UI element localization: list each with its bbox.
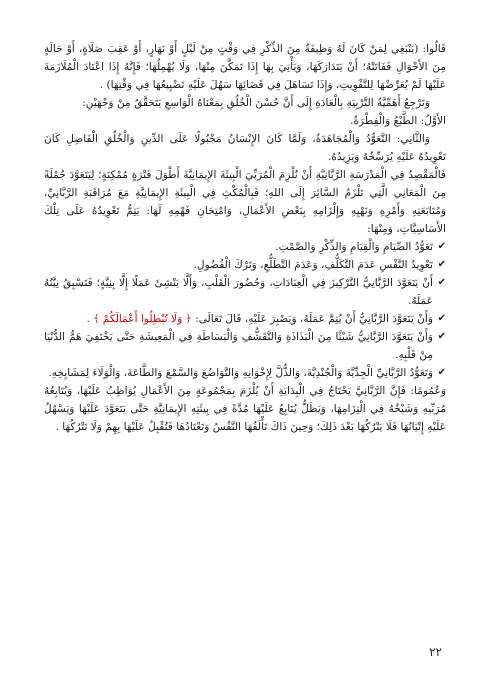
list-item-text: وَأَنْ يَتَعَوَّدَ الرَّبَّانِيُّ شَيْئًا مِنَ الْبَذَاذَةِ وَالتَّقَشُّفِ وَالْبَسَاطَةِ فِي الْمَعِيشَةِ حَتَّى يَخْتَفِيَ هَمُّ الدُّنْيَا مِنْ قَلْبِهِ. xyxy=(44,331,433,361)
checkmark-icon: ✔ xyxy=(437,313,446,324)
list-item-text: وَتَعَوُّدُ الرَّبَّانِيِّ الْجِدِّيَّةَ وَالْجُنْدِيَّةَ، وَالذُّلَّ لِإِخْوَانِهِ وَالتَّوَاضُعَ وَالسَّمْعَ وَالطَّاعَةَ، وَالْوَلَاءَ لِمَشَايِخِهِ. xyxy=(48,367,433,379)
list-item xyxy=(44,328,446,364)
list-item xyxy=(44,274,446,310)
checkmark-icon: ✔ xyxy=(437,331,446,342)
paragraph-second-aspect: وَالثَّانِي: التَّعَوُّدُ وَالْمُجَاهَدَةُ، وَلَمَّا كَانَ الإِنْسَانُ مَجْبُولًا عَلَى الدِّينِ وَالْخُلُقِ الْفَاضِلِ كَانَ تَعْوِيدُهُ عَلَيْهِ يُرَسِّخُهُ وَيَزِيدُهُ. xyxy=(44,133,446,163)
paragraph-importance: وَتَرْجِعُ أَهَمِّيَّةُ التَّرْبِيَةِ بِالْعَادَةِ إِلَى أَنَّ حُسْنَ الْخُلُقِ بِمَعْنَاهُ الْوَاسِعِ يَتَحَقَّقُ مِنْ وَجْهَيْنِ: xyxy=(82,97,430,109)
habits-list xyxy=(44,238,446,382)
paragraph-first-aspect: الأَوَّلُ: الطَّبْعُ وَالْفِطْرَةُ. xyxy=(350,115,446,127)
list-item xyxy=(44,238,446,256)
checkmark-icon: ✔ xyxy=(437,367,446,378)
list-item xyxy=(44,310,446,328)
checkmark-icon: ✔ xyxy=(437,259,446,270)
paragraph-summary: وَعُمُومًا: فَإِنَّ الرَّبَّانِيَّ يَحْتَاجُ فِي الْبِدَايَةِ أَنْ يُلْزَمَ بِمَجْمُوعَةٍ مِنَ الأَعْمَالِ يُوَاظِبُ عَلَيْهَا، وَيُتَابِعُهُ مُرَبِّيهِ وَشَيْخُهُ فِي الْتِزَامِهَا، وَيَظَلُّ يُتَابِعُ عَلَيْهَا مُدَّةً فِي بِيئَتِهِ الإِيمَانِيَّةِ حَتَّى يَتَعَوَّدَ عَلَيْهَا وَيَسْهُلُ عَلَيْهِ إِتْيَانُهَا فَلَا يَتْرُكُهَا بَعْدَ ذَلِكَ؛ وَحِينَ ذَاكَ تَأْلَفُهَا النَّفْسُ وَتَعْتَادُهَا فَتُقْبِلُ عَلَيْهَا بِهِمْ وَلَا تَتْرُكُهَا . xyxy=(44,385,446,433)
page-number: ٢٢ xyxy=(429,645,442,659)
paragraph-quote: قَالُوا: (يَنْبَغِي لِمَنْ كَانَ لَهُ وَظِيفَةٌ مِنَ الذِّكْرِ فِي وَقْتٍ مِنْ لَيْلٍ أَوْ نَهَارٍ، أَوْ عَقِبَ صَلَاةٍ، أَوْ حَالَةٍ مِنَ الأَحْوَالِ فَفَاتَتْهُ؛ أَنْ يَتَدَارَكَهَا، وَيَأْتِيَ بِهَا إِذَا تَمَكَّنَ مِنْهَا، وَلَا يُهْمِلُهَا؛ فَإِنَّهُ إِذَا اعْتَادَ الْمُلَازَمَةَ عَلَيْهَا لَمْ يُعَرِّضْهَا لِلتَّفْوِيتِ، وَإِذَا تَسَاهَلَ فِي قَضَائِهَا سَهُلَ عَلَيْهِ تَضْيِيعُهَا فِي وَقْتِهَا) . xyxy=(44,43,446,91)
page-body xyxy=(44,40,446,436)
list-item-text: أَنْ يَتَعَوَّدَ الرَّبَّانِيُّ التَّرْكِيزَ فِي الْعِبَادَاتِ، وَحُضُورَ الْقَلْبِ، وَأَلَّا يَنْشِئَ عَمَلًا إِلَّا بِنِيَّةٍ؛ فَتَسْبِقُ نِيَّتُهُ عَمَلَهُ. xyxy=(44,277,433,307)
paragraph-objective: فَالْمَقْصِدُ فِي الْمَدْرَسَةِ الرَّبَّانِيَّةِ أَنْ نُلْزِمَ الْمُرَبِّيَ الْبِيئَةَ الإِيمَانِيَّةَ أَطْوَلَ فَتْرَةٍ مُمْكِنَةٍ؛ لِيَتَعَوَّدَ جُمْلَةً مِنَ الْمَعَانِي الَّتِي تَلْزَمُ السَّائِرَ إِلَى اللهِ؛ فَبِالْمُكْثِ فِي الْبِيئَةِ الإِيمَانِيَّةِ مَعَ مُرَاقَبَةِ الرَّبَّانِيِّ، وَمُتَابَعَتِهِ وَأَمْرِهِ وَنَهْيِهِ وَإِلْزَامِهِ بِبَعْضِ الأَعْمَالِ، وَامْتِحَانِ فَهْمِهِ لَهَا: يَتِمُّ تَعْوِيدُهُ عَلَى تِلْكَ الأَسَاسِيَّاتِ، وَمِنْهَا: xyxy=(44,169,446,235)
checkmark-icon: ✔ xyxy=(437,277,446,288)
list-item xyxy=(44,256,446,274)
checkmark-icon: ✔ xyxy=(437,241,446,252)
list-item-text: وَأَنْ يَتَعَوَّدَ الرَّبَّانِيُّ أَنْ يُتِمَّ عَمَلَهُ، وَيَصْبِرَ عَلَيْهِ، قَالَ تَعَالَى: xyxy=(191,313,433,325)
list-item-text: تَعْوِيدُ النَّفْسِ عَدَمَ التَّكَلُّفِ، وَعَدَمَ التَّطَلُّعِ، وَتَرْكَ الْفُضُولِ. xyxy=(193,259,433,271)
list-item-text: تَعَوُّدُ الصِّيَامِ وَالْقِيَامِ وَالذِّكْرِ وَالصَّمْتِ. xyxy=(275,241,433,253)
quran-verse: ﴿ وَلَا تُبْطِلُوا أَعْمَالَكُمْ ﴾ xyxy=(93,313,192,325)
list-item xyxy=(44,364,446,382)
list-item-text-end: . xyxy=(86,313,94,325)
